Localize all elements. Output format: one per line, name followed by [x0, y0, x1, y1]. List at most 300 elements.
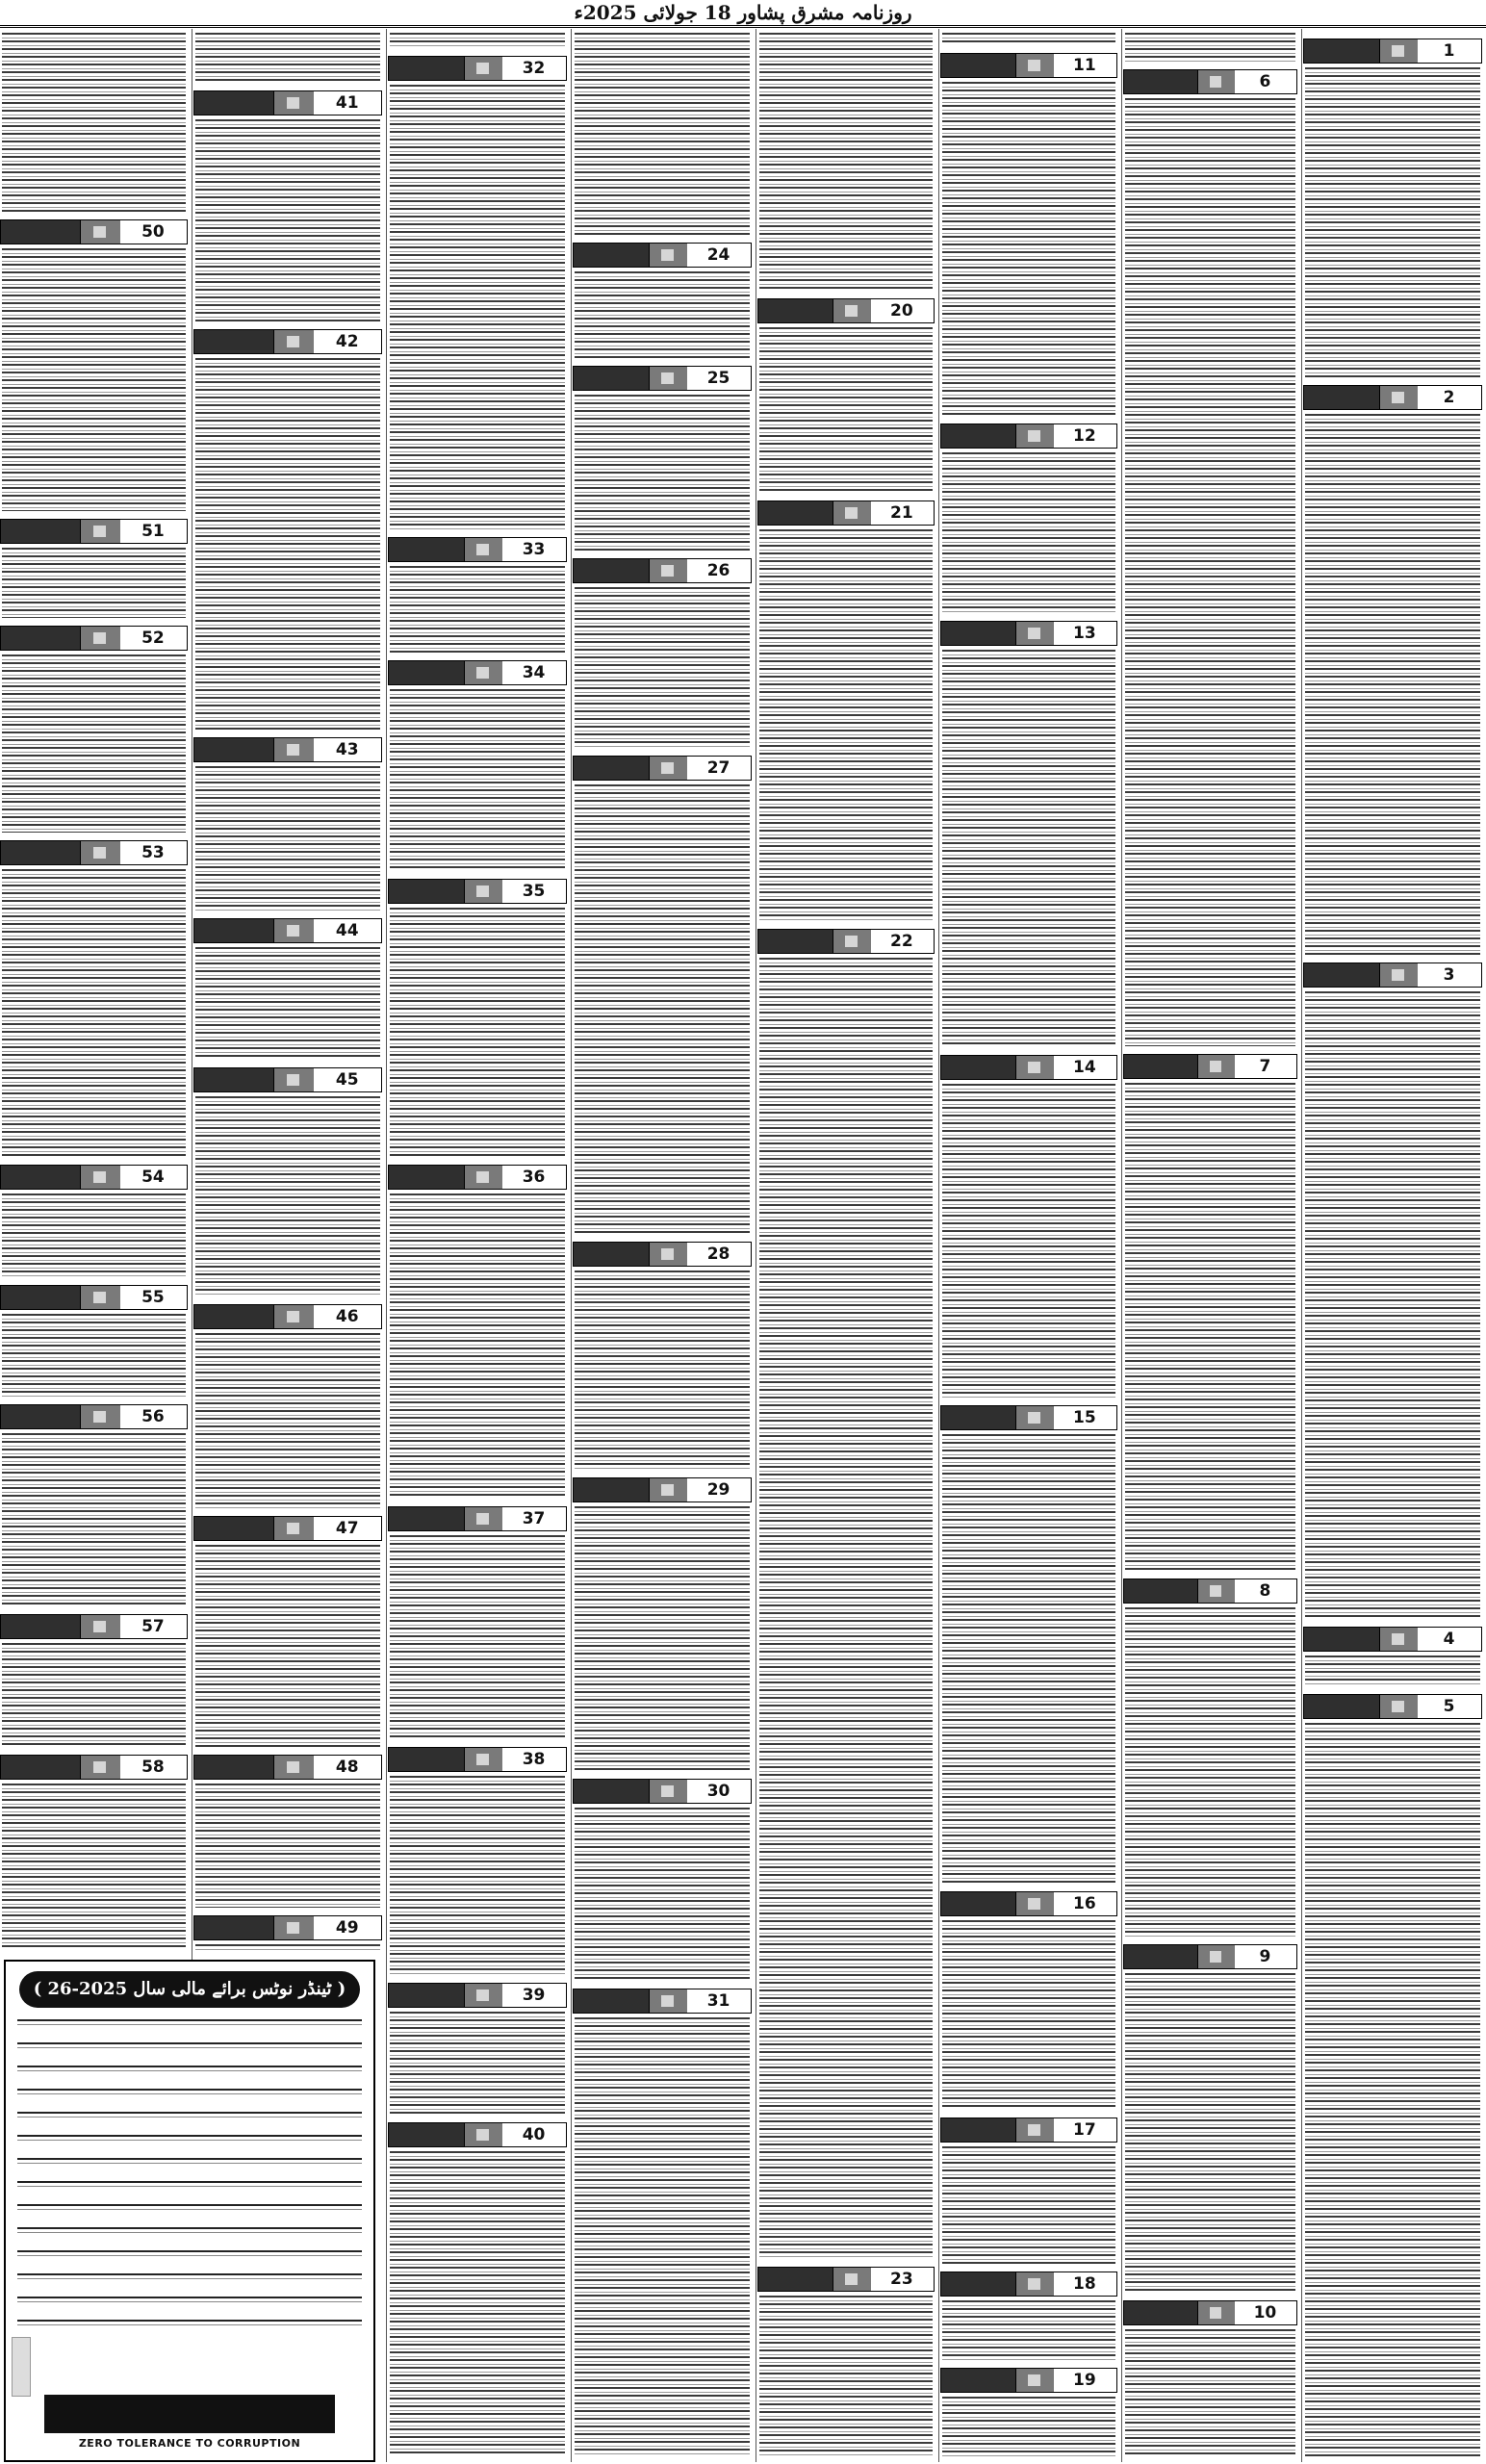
story-tag [272, 918, 314, 943]
story-body-text [1125, 1973, 1295, 2293]
news-story [0, 1404, 188, 1610]
story-number: 35 [500, 879, 567, 904]
story-header [388, 1747, 567, 1772]
story-header-bar [940, 424, 1016, 449]
story-tag [832, 2267, 870, 2292]
story-header [0, 1404, 188, 1429]
story-body-text [1125, 1607, 1295, 1937]
column-divider [938, 29, 939, 2462]
story-tag [463, 660, 502, 685]
story-tag [1014, 53, 1053, 78]
story-tag [463, 1506, 502, 1531]
story-header-bar [573, 366, 650, 391]
news-story [1123, 1578, 1297, 1940]
tender-notice-body [17, 2019, 362, 2337]
column-divider [1121, 29, 1122, 2462]
news-story [193, 918, 382, 1064]
story-header-bar [388, 879, 465, 904]
story-number: 17 [1052, 2118, 1117, 2143]
news-story [0, 219, 188, 515]
story-header [0, 1285, 188, 1310]
story-header-bar [757, 929, 833, 954]
story-header-bar [388, 1506, 465, 1531]
story-number: 10 [1233, 2300, 1297, 2325]
story-body-text [390, 2012, 565, 2115]
story-header-bar [940, 2118, 1016, 2143]
story-number: 29 [685, 1477, 752, 1502]
story-number: 7 [1233, 1054, 1297, 1079]
tender-notice-seal [12, 2337, 31, 2397]
story-header-bar [193, 1067, 274, 1092]
story-body-text [2, 1314, 186, 1397]
story-tag [272, 1915, 314, 1940]
story-header-bar [573, 1242, 650, 1267]
story-header-bar [573, 558, 650, 583]
story-header [573, 243, 752, 268]
news-story [573, 1242, 752, 1474]
story-body-text [575, 2017, 750, 2456]
story-tag [1378, 38, 1418, 64]
news-story [0, 1165, 188, 1281]
story-number: 18 [1052, 2272, 1117, 2297]
story-body-text [1125, 1083, 1295, 1571]
story-header-bar [0, 519, 81, 544]
news-story [573, 366, 752, 554]
story-body-text [390, 689, 565, 871]
story-body-text [195, 1545, 380, 1747]
story-number: 26 [685, 558, 752, 583]
news-story [573, 1989, 752, 2460]
story-body-text [2, 548, 186, 618]
story-header [0, 626, 188, 651]
story-number: 41 [312, 90, 382, 116]
news-story [1303, 1694, 1482, 2460]
story-header [757, 298, 935, 323]
story-tag [79, 519, 120, 544]
story-number: 39 [500, 1983, 567, 2008]
story-header [0, 1165, 188, 1190]
story-header-bar [940, 2368, 1016, 2393]
story-body-text [575, 784, 750, 1234]
story-body-text [390, 1194, 565, 1499]
story-header [0, 1614, 188, 1639]
story-body-text [2, 1643, 186, 1747]
story-header [940, 2368, 1117, 2393]
story-header [573, 366, 752, 391]
story-body-text [2, 248, 186, 511]
story-body-text [759, 327, 933, 493]
story-header [388, 1506, 567, 1531]
column-divider [386, 29, 387, 2462]
story-tag [79, 1404, 120, 1429]
story-body-text [195, 1333, 380, 1508]
story-number: 50 [118, 219, 188, 244]
story-tag [79, 840, 120, 865]
story-header [0, 1755, 188, 1780]
story-number: 25 [685, 366, 752, 391]
news-story [388, 2122, 567, 2460]
story-header-bar [193, 737, 274, 762]
story-body-text [195, 358, 380, 730]
story-number: 6 [1233, 69, 1297, 94]
news-story [193, 90, 382, 325]
news-story [388, 537, 567, 656]
story-tag [272, 737, 314, 762]
story-number: 52 [118, 626, 188, 651]
story-number: 21 [869, 500, 935, 526]
story-header-bar [193, 1516, 274, 1541]
story-body-text [2, 1784, 186, 1950]
story-number: 13 [1052, 621, 1117, 646]
story-tag [79, 1755, 120, 1780]
continued-text [1123, 31, 1297, 65]
news-story [940, 1055, 1117, 1401]
news-story [940, 2118, 1117, 2268]
story-tag [648, 1779, 687, 1804]
story-number: 11 [1052, 53, 1117, 78]
story-header [940, 1055, 1117, 1080]
story-tag [1196, 69, 1235, 94]
news-story [940, 424, 1117, 617]
story-header [193, 1304, 382, 1329]
story-header-bar [1123, 1578, 1198, 1604]
story-header-bar [1303, 385, 1380, 410]
story-body-text [195, 766, 380, 911]
story-header-bar [388, 56, 465, 81]
story-header [757, 2267, 935, 2292]
news-story [193, 1304, 382, 1512]
story-header [940, 1405, 1117, 1430]
continued-text [0, 31, 188, 216]
news-story [573, 1779, 752, 1985]
story-header [940, 1891, 1117, 1916]
news-story [940, 621, 1117, 1051]
story-body-text [195, 119, 380, 321]
story-number: 57 [118, 1614, 188, 1639]
story-header-bar [1303, 1627, 1380, 1652]
story-header-bar [757, 298, 833, 323]
story-header-bar [0, 1404, 81, 1429]
story-header [940, 621, 1117, 646]
story-number: 37 [500, 1506, 567, 1531]
story-tag [272, 1304, 314, 1329]
story-tag [79, 626, 120, 651]
news-story [1123, 2300, 1297, 2460]
news-story [573, 558, 752, 752]
news-story [193, 1516, 382, 1751]
story-number: 14 [1052, 1055, 1117, 1080]
news-story [940, 1405, 1117, 1887]
story-tag [1014, 2368, 1053, 2393]
continued-text [388, 31, 567, 52]
story-number: 20 [869, 298, 935, 323]
story-header-bar [940, 1055, 1016, 1080]
story-tag [463, 56, 502, 81]
story-tag [648, 1477, 687, 1502]
news-story [1303, 1627, 1482, 1690]
story-header-bar [1303, 962, 1380, 988]
story-number: 45 [312, 1067, 382, 1092]
story-header-bar [193, 918, 274, 943]
story-body-text [390, 2151, 565, 2456]
news-story [1123, 1054, 1297, 1575]
story-header [1303, 1694, 1482, 1719]
story-header-bar [0, 1755, 81, 1780]
story-header [193, 918, 382, 943]
story-body-text [942, 2397, 1115, 2456]
story-tag [463, 1747, 502, 1772]
story-number: 3 [1416, 962, 1482, 988]
news-story [388, 1983, 567, 2118]
news-story [0, 626, 188, 836]
story-body-text [942, 82, 1115, 416]
story-header [1123, 69, 1297, 94]
story-tag [832, 929, 870, 954]
story-tag [463, 1165, 502, 1190]
story-number: 33 [500, 537, 567, 562]
news-story [0, 1285, 188, 1400]
story-header-bar [0, 1285, 81, 1310]
news-story [388, 1506, 567, 1743]
story-tag [648, 756, 687, 781]
story-header-bar [193, 1755, 274, 1780]
story-tag [463, 879, 502, 904]
story-tag [79, 1165, 120, 1190]
news-story [940, 2272, 1117, 2364]
news-story [573, 756, 752, 1238]
story-header [573, 1242, 752, 1267]
news-story [388, 1747, 567, 1979]
story-body-text [575, 271, 750, 358]
story-header-bar [940, 2272, 1016, 2297]
story-body-text [575, 1270, 750, 1470]
story-body-text [942, 2300, 1115, 2360]
story-body-text [575, 1506, 750, 1771]
story-header-bar [388, 537, 465, 562]
story-header-bar [573, 756, 650, 781]
story-header-bar [193, 1915, 274, 1940]
story-body-text [390, 908, 565, 1157]
story-header-bar [0, 1165, 81, 1190]
story-number: 15 [1052, 1405, 1117, 1430]
story-body-text [195, 1784, 380, 1908]
story-header [573, 1989, 752, 2014]
story-number: 32 [500, 56, 567, 81]
story-tag [463, 537, 502, 562]
story-body-text [195, 947, 380, 1060]
news-story [193, 737, 382, 914]
story-header [1303, 1627, 1482, 1652]
news-story [1123, 69, 1297, 1050]
news-story [757, 298, 935, 497]
story-number: 53 [118, 840, 188, 865]
news-story [1303, 38, 1482, 381]
story-tag [648, 366, 687, 391]
story-tag [463, 2122, 502, 2147]
story-header [940, 424, 1117, 449]
story-header [0, 840, 188, 865]
zero-tolerance-slogan: ZERO TOLERANCE TO CORRUPTION [78, 2437, 301, 2450]
story-body-text [759, 529, 933, 921]
news-story [0, 1755, 188, 1954]
story-header-bar [0, 626, 81, 651]
story-body-text [575, 395, 750, 551]
news-story [1123, 1944, 1297, 2297]
news-story [757, 500, 935, 925]
story-header-bar [1123, 2300, 1198, 2325]
story-header [388, 1983, 567, 2008]
story-tag [832, 298, 870, 323]
story-header [757, 500, 935, 526]
story-body-text [759, 958, 933, 2259]
news-story [193, 329, 382, 733]
story-tag [1378, 1627, 1418, 1652]
news-story [573, 1477, 752, 1775]
news-story [0, 1614, 188, 1751]
story-number: 38 [500, 1747, 567, 1772]
news-story [388, 1165, 567, 1502]
story-number: 24 [685, 243, 752, 268]
story-tag [1014, 424, 1053, 449]
story-header-bar [0, 1614, 81, 1639]
story-header [940, 2118, 1117, 2143]
story-body-text [195, 1944, 380, 1950]
story-number: 54 [118, 1165, 188, 1190]
story-body-text [2, 654, 186, 833]
story-body-text [942, 452, 1115, 613]
story-header [573, 1477, 752, 1502]
story-header [193, 329, 382, 354]
story-header [0, 219, 188, 244]
story-tag [79, 219, 120, 244]
story-body-text [390, 85, 565, 529]
news-story [757, 929, 935, 2263]
story-header-bar [1303, 38, 1380, 64]
continued-text [573, 31, 752, 239]
story-tag [463, 1983, 502, 2008]
story-tag [832, 500, 870, 526]
story-header-bar [193, 1304, 274, 1329]
story-body-text [2, 1433, 186, 1606]
story-header [757, 929, 935, 954]
story-header [388, 56, 567, 81]
story-tag [1378, 385, 1418, 410]
story-body-text [942, 650, 1115, 1047]
story-body-text [1305, 991, 1480, 1619]
story-header-bar [940, 1405, 1016, 1430]
story-tag [1378, 1694, 1418, 1719]
story-number: 8 [1233, 1578, 1297, 1604]
story-header-bar [0, 840, 81, 865]
story-header-bar [388, 1983, 465, 2008]
story-header [193, 1516, 382, 1541]
story-body-text [1125, 98, 1295, 1046]
news-story [573, 243, 752, 362]
story-tag [648, 1242, 687, 1267]
story-header [0, 519, 188, 544]
story-number: 34 [500, 660, 567, 685]
story-tag [1014, 2118, 1053, 2143]
story-number: 30 [685, 1779, 752, 1804]
story-body-text [1305, 1723, 1480, 2456]
news-story [193, 1915, 382, 1954]
story-header-bar [573, 243, 650, 268]
story-number: 19 [1052, 2368, 1117, 2393]
news-story [193, 1755, 382, 1912]
story-number: 16 [1052, 1891, 1117, 1916]
news-story [0, 840, 188, 1161]
tender-notice-signature-block [44, 2395, 335, 2433]
story-header [193, 90, 382, 116]
story-body-text [942, 2146, 1115, 2264]
news-story [940, 53, 1117, 420]
story-body-text [942, 1434, 1115, 1884]
story-header [193, 1915, 382, 1940]
story-header-bar [1123, 1944, 1198, 1969]
story-header-bar [573, 1989, 650, 2014]
story-header-bar [388, 1165, 465, 1190]
story-tag [648, 1989, 687, 2014]
story-header [1123, 1054, 1297, 1079]
story-header-bar [193, 329, 274, 354]
story-header-bar [1123, 69, 1198, 94]
story-tag [1014, 621, 1053, 646]
tender-notice [4, 1960, 375, 2462]
story-number: 27 [685, 756, 752, 781]
story-tag [1014, 1405, 1053, 1430]
story-body-text [2, 869, 186, 1157]
continued-text [940, 31, 1117, 49]
story-number: 47 [312, 1516, 382, 1541]
story-number: 56 [118, 1404, 188, 1429]
story-header-bar [1123, 1054, 1198, 1079]
story-number: 9 [1233, 1944, 1297, 1969]
story-number: 51 [118, 519, 188, 544]
story-number: 1 [1416, 38, 1482, 64]
story-tag [648, 558, 687, 583]
story-header [388, 660, 567, 685]
story-number: 55 [118, 1285, 188, 1310]
story-number: 31 [685, 1989, 752, 2014]
story-header [388, 879, 567, 904]
news-story [757, 2267, 935, 2460]
story-header-bar [757, 500, 833, 526]
news-story [0, 519, 188, 622]
story-header [1303, 962, 1482, 988]
story-body-text [1305, 67, 1480, 377]
story-header [193, 1067, 382, 1092]
story-body-text [390, 1535, 565, 1739]
news-story [1303, 962, 1482, 1623]
story-number: 36 [500, 1165, 567, 1190]
story-tag [1196, 1054, 1235, 1079]
story-header-bar [940, 621, 1016, 646]
story-number: 2 [1416, 385, 1482, 410]
story-header [193, 737, 382, 762]
story-body-text [575, 587, 750, 748]
story-header [1123, 2300, 1297, 2325]
story-header [940, 53, 1117, 78]
story-header [1303, 38, 1482, 64]
story-number: 28 [685, 1242, 752, 1267]
news-story [388, 879, 567, 1161]
story-tag [648, 243, 687, 268]
story-header [573, 558, 752, 583]
story-header-bar [940, 1891, 1016, 1916]
news-story [1303, 385, 1482, 959]
story-header-bar [388, 2122, 465, 2147]
story-header-bar [573, 1477, 650, 1502]
